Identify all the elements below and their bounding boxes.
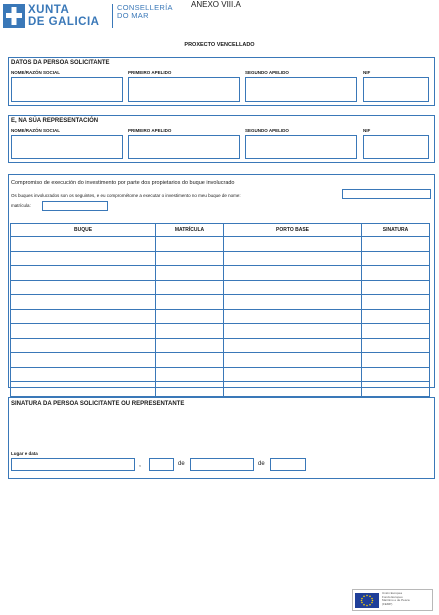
applicant-surname2-label: SEGUNDO APELIDO <box>245 70 289 75</box>
cell-sinatura[interactable] <box>362 309 430 324</box>
eu-line-1: Unión Europea <box>382 591 403 595</box>
cell-sinatura[interactable] <box>362 237 430 252</box>
representative-nif-label: NIF <box>363 128 371 133</box>
eu-line-4: (FEMP) <box>382 601 393 606</box>
cell-buque[interactable] <box>11 251 156 266</box>
cell-matricula[interactable] <box>156 295 224 310</box>
commitment-text: Os buques involucrados son os seguintes, e eu comprométome a executar o investimento no meu buque de nome: <box>11 193 241 198</box>
logo-line-2: DE GALICIA <box>28 16 100 28</box>
cell-porto-base[interactable] <box>224 251 362 266</box>
cell-sinatura[interactable] <box>362 295 430 310</box>
cell-buque[interactable] <box>11 338 156 353</box>
table-header-row <box>11 224 430 237</box>
de-label-2: de <box>258 461 265 467</box>
cell-buque[interactable] <box>11 280 156 295</box>
table-row <box>11 324 430 339</box>
table-row <box>11 251 430 266</box>
cell-buque[interactable] <box>11 353 156 368</box>
logo-line-1: XUNTA <box>28 4 70 16</box>
cell-porto-base[interactable] <box>224 367 362 382</box>
cell-porto-base[interactable] <box>224 324 362 339</box>
col-header-porto-base: PORTO BASE <box>224 224 362 237</box>
cell-porto-base[interactable] <box>224 237 362 252</box>
cell-sinatura[interactable] <box>362 338 430 353</box>
dept-line-1: CONSELLERÍA <box>117 3 173 12</box>
de-label-1: de <box>178 461 185 467</box>
cell-porto-base[interactable] <box>224 338 362 353</box>
eu-logo <box>352 589 433 611</box>
table-row <box>11 280 430 295</box>
matricula-label: matrícula: <box>11 203 31 208</box>
place-date-label: Lugar e data <box>11 451 38 456</box>
cell-sinatura[interactable] <box>362 280 430 295</box>
cell-porto-base[interactable] <box>224 382 362 397</box>
page-title: PROXECTO VENCELLADO <box>184 42 255 48</box>
commitment-title: Compromiso de execución do investimento por parte dos propietarios do buque involucrado <box>11 180 235 186</box>
place-field[interactable] <box>11 458 135 471</box>
xunta-emblem-icon <box>3 4 25 28</box>
xunta-logo <box>3 4 113 32</box>
annex-label: ANEXO VIII.A <box>191 0 241 9</box>
table-row <box>11 295 430 310</box>
cell-matricula[interactable] <box>156 266 224 281</box>
vessel-name-field[interactable] <box>342 189 431 199</box>
table-row <box>11 367 430 382</box>
dept-line-2: DO MAR <box>117 11 149 20</box>
eu-text <box>382 592 410 606</box>
cell-buque[interactable] <box>11 237 156 252</box>
cell-porto-base[interactable] <box>224 266 362 281</box>
day-field[interactable] <box>149 458 174 471</box>
col-header-sinatura: SINATURA <box>362 224 430 237</box>
matricula-field[interactable] <box>42 201 108 211</box>
cell-sinatura[interactable] <box>362 382 430 397</box>
cell-buque[interactable] <box>11 309 156 324</box>
cell-matricula[interactable] <box>156 382 224 397</box>
representative-nif-field[interactable] <box>363 135 429 159</box>
signature-title: SINATURA DA PERSOA SOLICITANTE OU REPRESENTANTE <box>11 401 185 407</box>
cell-buque[interactable] <box>11 324 156 339</box>
cell-matricula[interactable] <box>156 367 224 382</box>
cell-sinatura[interactable] <box>362 367 430 382</box>
applicant-surname1-label: PRIMEIRO APELIDO <box>128 70 172 75</box>
table-row <box>11 382 430 397</box>
month-field[interactable] <box>190 458 254 471</box>
applicant-nif-field[interactable] <box>363 77 429 102</box>
applicant-name-field[interactable] <box>11 77 123 102</box>
cell-matricula[interactable] <box>156 353 224 368</box>
applicant-surname1-field[interactable] <box>128 77 240 102</box>
cell-porto-base[interactable] <box>224 353 362 368</box>
applicant-surname2-field[interactable] <box>245 77 357 102</box>
representative-surname1-field[interactable] <box>128 135 240 159</box>
cell-sinatura[interactable] <box>362 251 430 266</box>
eu-flag-icon <box>355 593 379 608</box>
cell-matricula[interactable] <box>156 237 224 252</box>
representative-name-label: NOME/RAZÓN SOCIAL <box>11 128 60 133</box>
cell-sinatura[interactable] <box>362 324 430 339</box>
representative-section <box>8 115 435 163</box>
cell-matricula[interactable] <box>156 280 224 295</box>
table-row <box>11 266 430 281</box>
representative-surname2-field[interactable] <box>245 135 357 159</box>
applicant-section <box>8 57 435 106</box>
cell-porto-base[interactable] <box>224 280 362 295</box>
eu-line-3: Marítimo e de Pesca <box>382 598 410 603</box>
col-header-matricula: MATRÍCULA <box>156 224 224 237</box>
representative-title: E, NA SÚA REPRESENTACIÓN <box>11 118 99 124</box>
vessels-table <box>10 223 430 397</box>
cell-buque[interactable] <box>11 295 156 310</box>
cell-matricula[interactable] <box>156 309 224 324</box>
cell-porto-base[interactable] <box>224 295 362 310</box>
representative-surname2-label: SEGUNDO APELIDO <box>245 128 289 133</box>
table-row <box>11 338 430 353</box>
table-row <box>11 309 430 324</box>
cell-sinatura[interactable] <box>362 353 430 368</box>
applicant-name-label: NOME/RAZÓN SOCIAL <box>11 70 60 75</box>
logo-divider <box>112 4 113 28</box>
cell-buque[interactable] <box>11 367 156 382</box>
cell-matricula[interactable] <box>156 251 224 266</box>
applicant-title: DATOS DA PERSOA SOLICITANTE <box>11 60 110 66</box>
applicant-nif-label: NIF <box>363 70 371 75</box>
cell-buque[interactable] <box>11 382 156 397</box>
year-field[interactable] <box>270 458 306 471</box>
table-row <box>11 353 430 368</box>
representative-name-field[interactable] <box>11 135 123 159</box>
cell-matricula[interactable] <box>156 324 224 339</box>
comma-separator: , <box>139 461 141 468</box>
cell-buque[interactable] <box>11 266 156 281</box>
eu-line-2: Fondo Europeo <box>382 594 403 599</box>
cell-sinatura[interactable] <box>362 266 430 281</box>
table-row <box>11 237 430 252</box>
cell-porto-base[interactable] <box>224 309 362 324</box>
representative-surname1-label: PRIMEIRO APELIDO <box>128 128 172 133</box>
cell-matricula[interactable] <box>156 338 224 353</box>
col-header-buque: BUQUE <box>11 224 156 237</box>
